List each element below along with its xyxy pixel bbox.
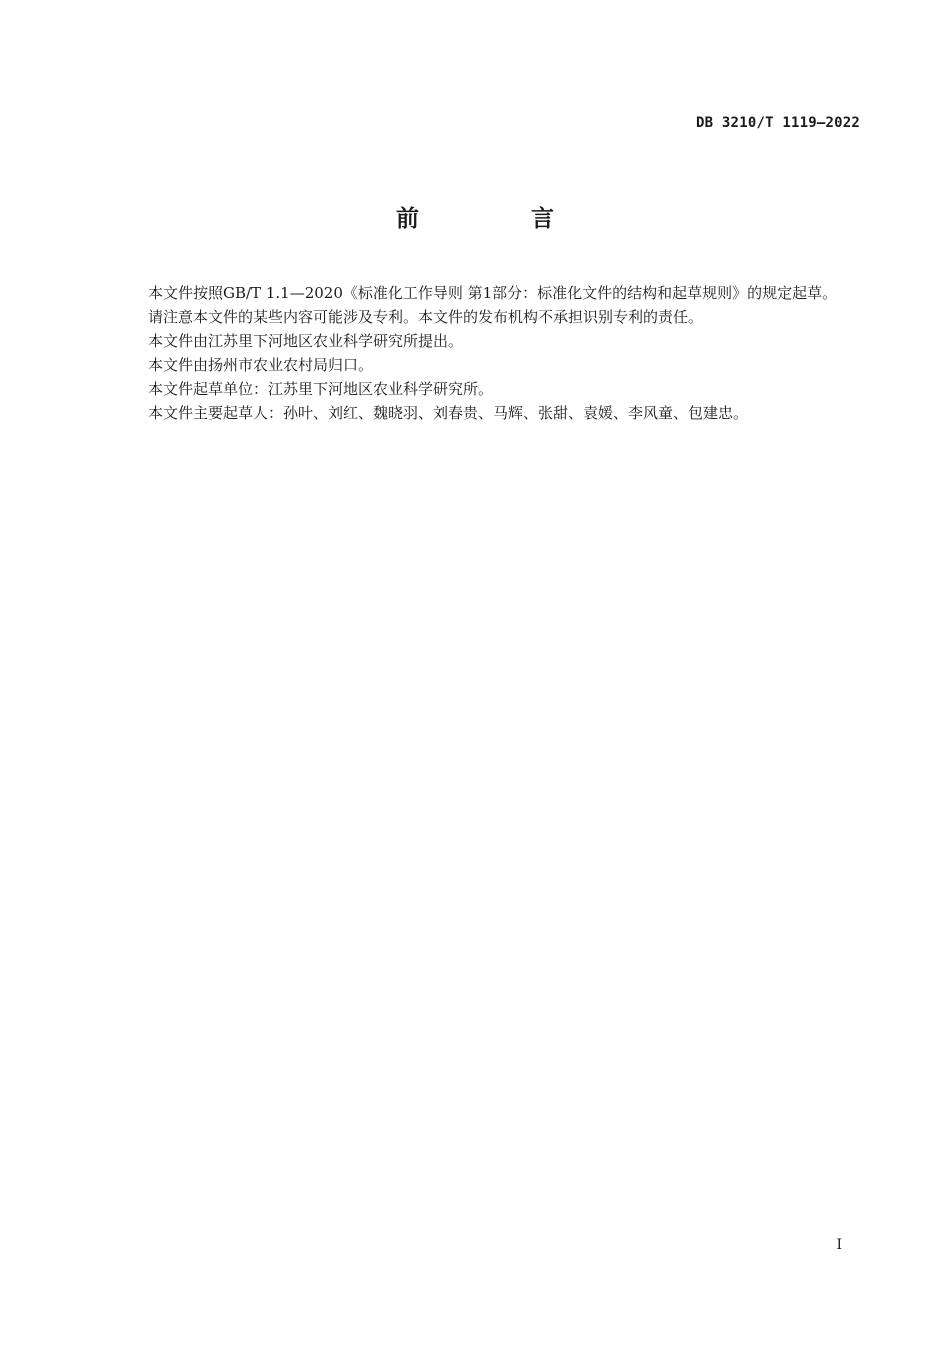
- foreword-body: [112, 281, 862, 425]
- paragraph-proposer: 本文件由江苏里下河地区农业科学研究所提出。: [148, 332, 464, 350]
- paragraph-drafters: 本文件主要起草人：孙叶、刘红、魏晓羽、刘春贵、马辉、张甜、袁媛、李风童、包建忠。: [148, 404, 749, 422]
- document-code: DB 3210/T 1119—2022: [696, 115, 860, 131]
- paragraph-drafting-unit: 本文件起草单位：江苏里下河地区农业科学研究所。: [148, 380, 494, 398]
- paragraph-drafting-rules: 本文件按照GB/T 1.1—2020《标准化工作导则 第1部分：标准化文件的结构和起草规则》的规定起草。: [148, 284, 838, 302]
- paragraph-administrator: 本文件由扬州市农业农村局归口。: [148, 356, 374, 374]
- page-title: 前 言: [395, 206, 606, 232]
- paragraph-patent-notice: 请注意本文件的某些内容可能涉及专利。本文件的发布机构不承担识别专利的责任。: [148, 308, 704, 326]
- page-number: I: [836, 1237, 842, 1253]
